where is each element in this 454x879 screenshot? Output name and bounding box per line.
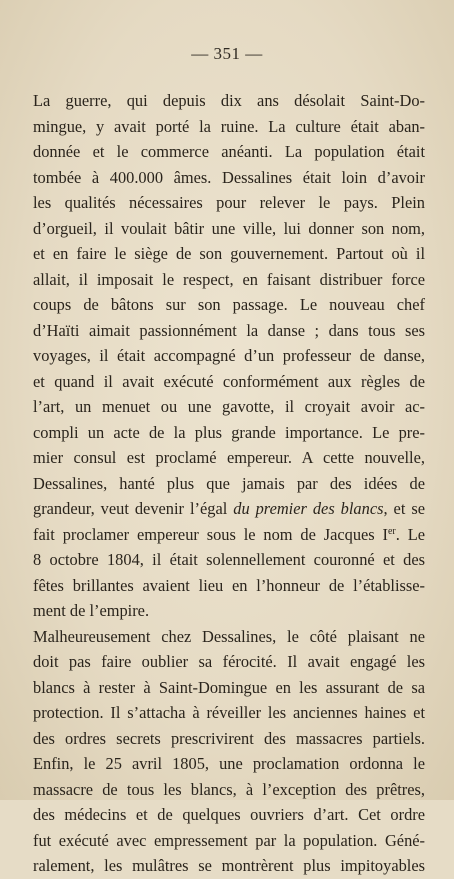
text-line: La guerre, qui depuis dix ans désolait Saint-Do-: [33, 91, 425, 110]
text-line: mingue, y avait porté la ruine. La culture était aban-: [33, 116, 425, 136]
text-line: et en faire le siège de son gouvernement. Partout où il: [33, 244, 425, 263]
text-line: d’orgueil, il voulait bâtir une ville, lui donner son nom,: [33, 218, 425, 238]
text-line: fut exécuté avec empressement par la population. Géné-: [33, 830, 425, 850]
text-line-with-italic: [33, 496, 425, 522]
text-line: massacre de tous les blancs, à l’exception des prêtres,: [33, 779, 425, 799]
text-segment: . Le: [395, 524, 425, 544]
paragraph-1: [33, 88, 425, 624]
text-line: voyages, il était accompagné d’un professeur de danse,: [33, 346, 425, 365]
text-line: ment de l’empire.: [33, 601, 150, 620]
text-line: Dessalines, hanté plus que jamais par des idées de: [33, 473, 425, 493]
text-line: les qualités nécessaires pour relever le pays. Plein: [33, 193, 425, 212]
page-number: — 351 —: [191, 44, 263, 63]
text-line: blancs à rester à Saint-Domingue en les assurant de sa: [33, 677, 425, 697]
text-line: Enfin, le 25 avril 1805, une proclamation ordonna le: [33, 754, 425, 773]
text-line: ralement, les mulâtres se montrèrent plus impitoyables: [33, 856, 425, 875]
text-line: allait, il imposait le respect, en faisant distribuer force: [33, 269, 425, 289]
text-line: et quand il avait exécuté conformément aux règles de: [33, 371, 425, 391]
text-line: fêtes brillantes avaient lieu en l’honneur de l’établisse-: [33, 575, 425, 595]
text-line: donnée et le commerce anéanti. La population était: [33, 142, 425, 161]
text-line: d’Haïti aimait passionnément la danse ; dans tous ses: [33, 320, 425, 340]
text-line: des médecins et de quelques ouvriers d’art. Cet ordre: [33, 805, 425, 824]
text-line: l’art, un menuet ou une gavotte, il croyait avoir ac-: [33, 397, 425, 416]
text-line: mier consul est proclamé empereur. A cette nouvelle,: [33, 448, 425, 467]
text-line: coups de bâtons sur son passage. Le nouveau chef: [33, 295, 425, 314]
text-segment: , et se: [383, 499, 425, 518]
text-line: tombée à 400.000 âmes. Dessalines était loin d’avoir: [33, 167, 425, 187]
text-line: protection. Il s’attacha à réveiller les anciennes haines et: [33, 703, 425, 722]
body-text: [33, 88, 425, 879]
text-line: compli un acte de la plus grande importance. Le pre-: [33, 422, 425, 442]
text-line-with-superscript: [33, 522, 425, 548]
italic-phrase: du premier des blancs: [233, 499, 384, 518]
text-line: 8 octobre 1804, il était solennellement couronné et des: [33, 550, 425, 569]
text-segment: fait proclamer empereur sous le nom de Jacques I: [33, 524, 388, 544]
text-line: Malheureusement chez Dessalines, le côté plaisant ne: [33, 626, 425, 646]
text-line: doit pas faire oublier sa férocité. Il avait engagé les: [33, 652, 425, 671]
text-segment: grandeur, veut devenir l’égal: [33, 499, 234, 518]
superscript: er: [387, 525, 396, 537]
paragraph-2: [33, 624, 425, 879]
text-line: des ordres secrets prescrivirent des massacres partiels.: [33, 728, 425, 748]
